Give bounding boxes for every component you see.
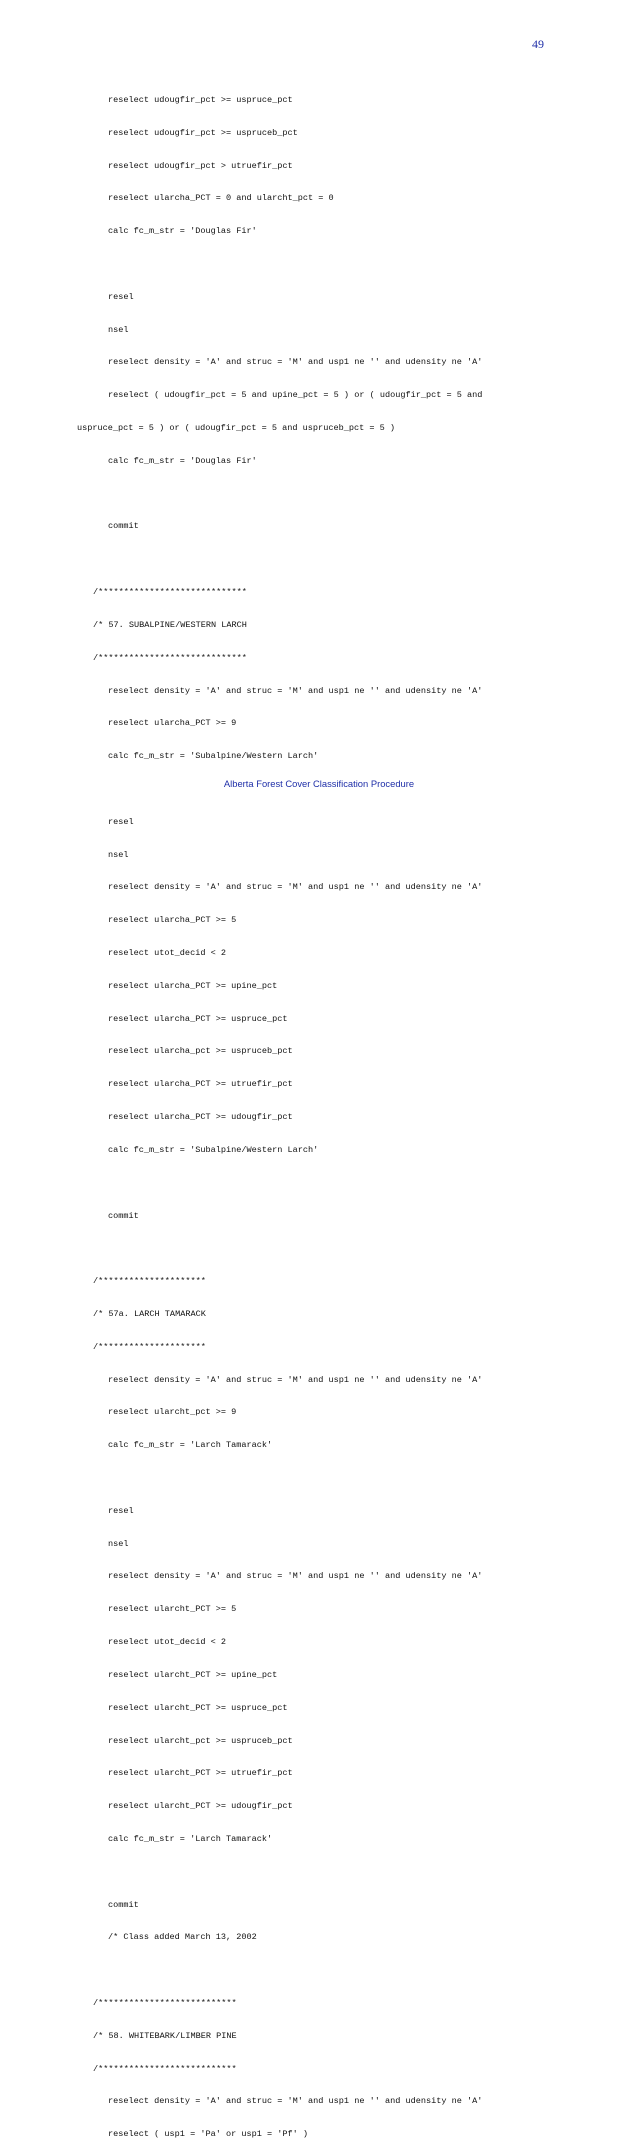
code-line: reselect udougfir_pct >= uspruce_pct	[108, 94, 293, 105]
blank-line	[93, 1473, 553, 1484]
code-line: reselect ularcha_PCT >= upine_pct	[108, 980, 278, 991]
code-line: nsel	[108, 849, 129, 860]
blank-line	[93, 554, 553, 565]
code-line: reselect udougfir_pct >= uspruceb_pct	[108, 127, 298, 138]
code-line: calc fc_m_str = 'Larch Tamarack'	[108, 1440, 273, 1451]
blank-line	[93, 1178, 553, 1189]
page-number: 49	[532, 37, 544, 51]
blank-line	[93, 1965, 553, 1976]
comment-line: /*********************	[93, 1276, 206, 1287]
code-line: reselect utot_decid < 2	[108, 948, 226, 958]
code-line: reselect density = 'A' and struc = 'M' and usp1 ne '' and udensity ne 'A'	[108, 1374, 483, 1385]
comment-line: /*****************************	[93, 587, 247, 598]
code-line: reselect ularcha_PCT >= uspruce_pct	[108, 1013, 288, 1024]
code-line: reselect udougfir_pct > utruefir_pct	[108, 160, 293, 171]
code-line: calc fc_m_str = 'Subalpine/Western Larch'	[108, 1144, 319, 1155]
comment-line: /*****************************	[93, 652, 247, 663]
code-line: resel	[108, 291, 134, 302]
code-line: reselect ularcht_PCT >= uspruce_pct	[108, 1702, 288, 1713]
code-line: resel	[108, 816, 134, 827]
code-line: reselect utot_decid < 2	[108, 1637, 226, 1648]
code-line: commit	[108, 1210, 139, 1221]
blank-line	[93, 1243, 553, 1254]
code-line: reselect ularcht_PCT >= 5	[108, 1604, 237, 1615]
code-line: calc fc_m_str = 'Douglas Fir'	[108, 455, 257, 466]
code-line: reselect ularcht_PCT >= udougfir_pct	[108, 1801, 293, 1812]
code-line: reselect ularcha_PCT >= udougfir_pct	[108, 1112, 293, 1123]
code-line: nsel	[108, 1538, 129, 1549]
comment-line: /***************************	[93, 1998, 237, 2008]
section-heading: /* 58. WHITEBARK/LIMBER PINE	[93, 2030, 237, 2041]
code-line: reselect ularcha_PCT >= 5	[108, 915, 237, 926]
code-line: reselect ularcht_PCT >= utruefir_pct	[108, 1768, 293, 1779]
code-line: reselect ularcha_pct >= uspruceb_pct	[108, 1046, 293, 1057]
blank-line	[93, 259, 553, 270]
code-line: uspruce_pct = 5 ) or ( udougfir_pct = 5 and uspruceb_pct = 5 )	[77, 423, 395, 433]
code-line: reselect ularcht_pct >= uspruceb_pct	[108, 1735, 293, 1746]
code-line: reselect density = 'A' and struc = 'M' and usp1 ne '' and udensity ne 'A'	[108, 2096, 483, 2107]
blank-line	[93, 1867, 553, 1878]
code-listing	[77, 73, 553, 2151]
blank-line	[93, 489, 553, 500]
code-line: reselect ularcha_PCT >= utruefir_pct	[108, 1079, 293, 1090]
code-line: reselect ularcha_PCT >= 9	[108, 718, 237, 729]
code-line: reselect ( usp1 = 'Pa' or usp1 = 'Pf' )	[108, 2129, 309, 2140]
code-line: nsel	[108, 324, 129, 335]
code-line: reselect density = 'A' and struc = 'M' and usp1 ne '' and udensity ne 'A'	[108, 357, 483, 368]
code-line: resel	[108, 1505, 134, 1516]
code-line: reselect ularcht_PCT >= upine_pct	[108, 1669, 278, 1680]
comment-line: /*********************	[93, 1341, 206, 1352]
code-line: reselect density = 'A' and struc = 'M' and usp1 ne '' and udensity ne 'A'	[108, 882, 483, 893]
code-line: reselect ularcht_pct >= 9	[108, 1407, 237, 1418]
code-line: reselect ularcha_PCT = 0 and ularcht_pct = 0	[108, 193, 334, 204]
code-line: commit	[108, 1899, 139, 1910]
code-line: commit	[108, 521, 139, 532]
code-line: calc fc_m_str = 'Subalpine/Western Larch'	[108, 751, 319, 762]
code-line: reselect ( udougfir_pct = 5 and upine_pct = 5 ) or ( udougfir_pct = 5 and	[108, 390, 483, 401]
comment-line: /***************************	[93, 2063, 237, 2074]
code-line: reselect density = 'A' and struc = 'M' and usp1 ne '' and udensity ne 'A'	[108, 1571, 483, 1582]
section-heading: /* 57a. LARCH TAMARACK	[93, 1308, 206, 1319]
comment-line: /* Class added March 13, 2002	[108, 1932, 257, 1943]
code-line: reselect density = 'A' and struc = 'M' and usp1 ne '' and udensity ne 'A'	[108, 685, 483, 696]
code-line: calc fc_m_str = 'Douglas Fir'	[108, 226, 257, 237]
document-footer: Alberta Forest Cover Classification Procedure	[223, 778, 415, 789]
section-heading: /* 57. SUBALPINE/WESTERN LARCH	[93, 619, 247, 630]
code-line: calc fc_m_str = 'Larch Tamarack'	[108, 1833, 273, 1844]
